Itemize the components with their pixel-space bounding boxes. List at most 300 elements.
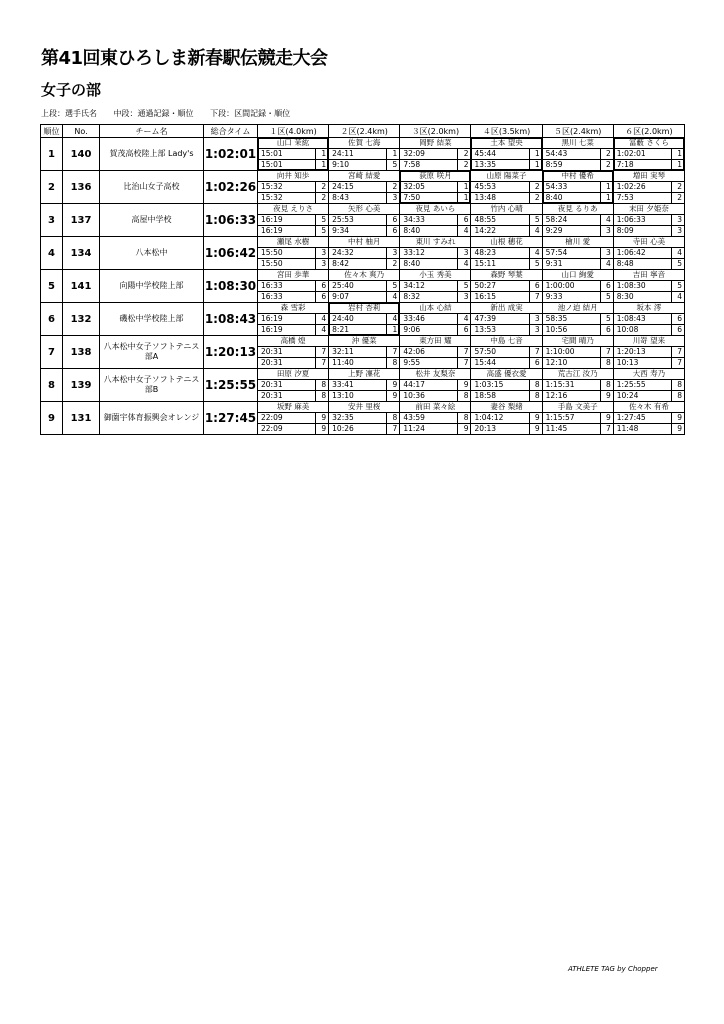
split-time: 9:10 — [332, 160, 349, 169]
passing-time: 1:04:12 — [474, 413, 504, 422]
split-rank: 8 — [386, 358, 399, 368]
header-leg: ２区(2.4km) — [329, 125, 400, 138]
passing-record — [400, 149, 470, 160]
split-rank: 2 — [386, 259, 399, 269]
passing-record — [614, 149, 684, 160]
passing-time: 1:06:42 — [616, 248, 646, 257]
split-rank: 7 — [671, 358, 684, 368]
passing-time: 57:50 — [474, 347, 497, 356]
passing-rank: 6 — [315, 281, 328, 291]
runner-name: 池ノ迫 結月 — [543, 303, 613, 314]
passing-rank: 8 — [600, 380, 613, 390]
passing-record — [400, 215, 470, 226]
header-leg: ４区(3.5km) — [471, 125, 542, 138]
rank-cell: 9 — [41, 402, 63, 435]
split-record — [400, 160, 470, 170]
runner-name: 寺田 心美 — [614, 237, 684, 248]
passing-rank: 2 — [671, 182, 684, 192]
total-time-cell: 1:27:45 — [204, 402, 258, 435]
passing-rank: 8 — [529, 380, 542, 390]
split-rank: 9 — [386, 391, 399, 401]
leg-cell — [542, 369, 613, 402]
leg-cell — [542, 303, 613, 336]
total-time-cell: 1:02:26 — [204, 171, 258, 204]
passing-rank: 6 — [457, 215, 470, 225]
runner-name: 坂野 麻美 — [258, 402, 328, 413]
runner-name: 佐賀 七海 — [329, 138, 399, 149]
passing-record — [400, 380, 470, 391]
leg-cell — [258, 270, 329, 303]
passing-rank: 7 — [315, 347, 328, 357]
total-time-cell: 1:06:33 — [204, 204, 258, 237]
split-time: 15:11 — [474, 259, 497, 268]
passing-record — [329, 347, 399, 358]
passing-time: 47:39 — [474, 314, 497, 323]
team-name-cell: 御薗宇体育振興会オレンジ — [100, 402, 204, 435]
split-record — [471, 358, 541, 368]
passing-time: 1:08:30 — [616, 281, 646, 290]
passing-time: 1:20:13 — [616, 347, 646, 356]
leg-cell — [613, 237, 684, 270]
split-rank: 4 — [529, 226, 542, 236]
leg-cell — [258, 138, 329, 171]
passing-rank: 7 — [671, 347, 684, 357]
split-rank: 3 — [457, 292, 470, 302]
passing-record — [400, 413, 470, 424]
leg-cell — [258, 336, 329, 369]
split-rank: 7 — [386, 424, 399, 434]
passing-time: 1:06:33 — [616, 215, 646, 224]
passing-time: 32:05 — [403, 182, 425, 191]
rank-cell: 3 — [41, 204, 63, 237]
split-rank: 6 — [600, 325, 613, 335]
leg-cell — [542, 171, 613, 204]
team-name-cell: 八本松中女子ソフトテニス部B — [100, 369, 204, 402]
page-title: 第41回東ひろしま新春駅伝競走大会 — [41, 48, 328, 69]
runner-name: 山口 絢愛 — [543, 270, 613, 281]
passing-time: 34:33 — [403, 215, 425, 224]
runner-name: 安井 里桜 — [329, 402, 399, 413]
leg-cell — [258, 237, 329, 270]
rank-cell: 4 — [41, 237, 63, 270]
passing-record — [543, 413, 613, 424]
runner-name: 山本 心結 — [400, 303, 470, 314]
leg-cell — [613, 204, 684, 237]
passing-record — [614, 413, 684, 424]
split-rank: 8 — [671, 391, 684, 401]
passing-rank: 9 — [315, 413, 328, 423]
passing-record — [471, 314, 541, 325]
runner-name: 中島 七音 — [471, 336, 541, 347]
passing-time: 32:09 — [403, 149, 425, 158]
bib-number-cell: 132 — [63, 303, 100, 336]
split-record — [471, 160, 541, 170]
passing-rank: 3 — [457, 248, 470, 258]
rank-cell: 6 — [41, 303, 63, 336]
split-record — [400, 193, 470, 203]
passing-rank: 7 — [386, 347, 399, 357]
passing-rank: 2 — [529, 182, 542, 192]
runner-name: 向井 知歩 — [258, 171, 328, 182]
split-time: 8:30 — [616, 292, 634, 301]
passing-record — [471, 281, 541, 292]
split-time: 8:42 — [332, 259, 349, 268]
split-time: 8:40 — [545, 193, 563, 202]
split-record — [258, 325, 328, 335]
passing-time: 45:53 — [474, 182, 497, 191]
leg-cell — [613, 138, 684, 171]
passing-record — [614, 215, 684, 226]
split-rank: 4 — [457, 226, 470, 236]
split-time: 15:01 — [261, 160, 283, 169]
split-time: 12:16 — [545, 391, 568, 400]
bib-number-cell: 140 — [63, 138, 100, 171]
split-rank: 1 — [600, 193, 613, 203]
passing-record — [614, 380, 684, 391]
runner-name: 吉田 寧音 — [614, 270, 684, 281]
passing-time: 1:25:55 — [616, 380, 646, 389]
passing-record — [329, 182, 399, 193]
split-time: 8:09 — [616, 226, 634, 235]
legend-lower: 下段：区間記録・順位 — [210, 109, 291, 118]
passing-record — [543, 248, 613, 259]
passing-rank: 7 — [529, 347, 542, 357]
table-row — [41, 369, 685, 402]
passing-time: 57:54 — [545, 248, 568, 257]
bib-number-cell: 136 — [63, 171, 100, 204]
passing-time: 34:12 — [403, 281, 425, 290]
split-record — [258, 358, 328, 368]
passing-record — [543, 380, 613, 391]
runner-name: 岡野 結菜 — [400, 138, 470, 149]
split-record — [329, 193, 399, 203]
split-rank: 8 — [457, 391, 470, 401]
passing-rank: 3 — [386, 248, 399, 258]
passing-record — [329, 149, 399, 160]
passing-time: 58:24 — [545, 215, 568, 224]
passing-rank: 7 — [600, 347, 613, 357]
split-time: 16:19 — [261, 325, 283, 334]
split-record — [471, 193, 541, 203]
split-time: 13:35 — [474, 160, 497, 169]
split-time: 7:58 — [403, 160, 421, 169]
passing-time: 22:09 — [261, 413, 283, 422]
split-rank: 4 — [457, 259, 470, 269]
passing-record — [614, 281, 684, 292]
passing-time: 24:15 — [332, 182, 354, 191]
runner-name: 沖 優菜 — [329, 336, 399, 347]
split-record — [258, 391, 328, 401]
split-record — [258, 259, 328, 269]
split-time: 10:13 — [616, 358, 639, 367]
passing-rank: 9 — [529, 413, 542, 423]
runner-name: 小玉 秀美 — [400, 270, 470, 281]
split-time: 10:56 — [545, 325, 568, 334]
split-time: 9:34 — [332, 226, 349, 235]
passing-record — [400, 347, 470, 358]
passing-rank: 5 — [529, 215, 542, 225]
split-record — [258, 226, 328, 236]
split-record — [471, 226, 541, 236]
split-record — [543, 325, 613, 335]
split-rank: 3 — [671, 226, 684, 236]
leg-cell — [400, 237, 471, 270]
passing-rank: 2 — [386, 182, 399, 192]
footer-credit: ATHLETE TAG by Chopper — [568, 965, 658, 973]
leg-cell — [400, 270, 471, 303]
passing-rank: 8 — [386, 413, 399, 423]
split-rank: 1 — [529, 160, 542, 170]
split-time: 9:29 — [545, 226, 563, 235]
passing-record — [471, 347, 541, 358]
split-rank: 9 — [529, 424, 542, 434]
leg-cell — [542, 270, 613, 303]
leg-cell — [258, 369, 329, 402]
total-time-cell: 1:20:13 — [204, 336, 258, 369]
legend — [41, 108, 304, 119]
split-time: 8:32 — [403, 292, 421, 301]
rank-cell: 5 — [41, 270, 63, 303]
total-time-cell: 1:02:01 — [204, 138, 258, 171]
leg-cell — [400, 204, 471, 237]
split-time: 20:31 — [261, 391, 283, 400]
split-time: 9:31 — [545, 259, 563, 268]
passing-record — [329, 413, 399, 424]
split-rank: 2 — [600, 160, 613, 170]
leg-cell — [542, 402, 613, 435]
passing-time: 1:00:00 — [545, 281, 575, 290]
header-total: 総合タイム — [204, 125, 258, 138]
passing-record — [258, 380, 328, 391]
split-time: 16:19 — [261, 226, 283, 235]
table-row — [41, 270, 685, 303]
runner-name: 妻谷 梨緒 — [471, 402, 541, 413]
team-name-cell: 比治山女子高校 — [100, 171, 204, 204]
split-record — [329, 292, 399, 302]
passing-time: 54:43 — [545, 149, 568, 158]
passing-rank: 7 — [457, 347, 470, 357]
split-time: 18:58 — [474, 391, 497, 400]
passing-rank: 3 — [671, 215, 684, 225]
split-record — [543, 193, 613, 203]
split-rank: 5 — [600, 292, 613, 302]
split-time: 15:32 — [261, 193, 283, 202]
team-name-cell: 高屋中学校 — [100, 204, 204, 237]
runner-name: 田原 汐夏 — [258, 369, 328, 380]
runner-name: 土本 望央 — [471, 138, 541, 149]
passing-time: 42:06 — [403, 347, 425, 356]
leg-cell — [613, 171, 684, 204]
rank-cell: 8 — [41, 369, 63, 402]
passing-time: 16:19 — [261, 314, 283, 323]
passing-time: 24:40 — [332, 314, 354, 323]
runner-name: 中村 柚月 — [329, 237, 399, 248]
split-rank: 4 — [386, 292, 399, 302]
split-time: 9:33 — [545, 292, 563, 301]
team-name-cell: 八本松中女子ソフトテニス部A — [100, 336, 204, 369]
passing-record — [329, 314, 399, 325]
leg-cell — [613, 336, 684, 369]
passing-time: 25:40 — [332, 281, 354, 290]
leg-cell — [613, 303, 684, 336]
passing-rank: 9 — [671, 413, 684, 423]
split-rank: 2 — [671, 193, 684, 203]
passing-record — [471, 413, 541, 424]
leg-cell — [613, 270, 684, 303]
leg-cell — [329, 336, 400, 369]
split-rank: 5 — [671, 259, 684, 269]
passing-record — [471, 380, 541, 391]
passing-time: 24:11 — [332, 149, 354, 158]
split-record — [471, 292, 541, 302]
split-rank: 1 — [315, 160, 328, 170]
runner-name: 森 雪彩 — [258, 303, 328, 314]
runner-name: 冨藪 さくら — [614, 138, 684, 149]
split-record — [471, 259, 541, 269]
passing-time: 1:02:01 — [616, 149, 646, 158]
passing-rank: 3 — [529, 314, 542, 324]
passing-time: 48:55 — [474, 215, 497, 224]
runner-name: 高橋 煌 — [258, 336, 328, 347]
runner-name: 森野 琴葉 — [471, 270, 541, 281]
split-record — [614, 424, 684, 434]
passing-rank: 8 — [457, 413, 470, 423]
passing-time: 15:32 — [261, 182, 283, 191]
passing-rank: 5 — [671, 281, 684, 291]
passing-record — [329, 248, 399, 259]
split-time: 9:06 — [403, 325, 421, 334]
runner-name: 佐々木 有希 — [614, 402, 684, 413]
passing-rank: 4 — [671, 248, 684, 258]
split-record — [400, 424, 470, 434]
split-rank: 9 — [671, 424, 684, 434]
split-time: 10:36 — [403, 391, 425, 400]
table-row — [41, 303, 685, 336]
passing-record — [258, 215, 328, 226]
passing-record — [258, 413, 328, 424]
leg-cell — [329, 402, 400, 435]
passing-record — [471, 149, 541, 160]
passing-rank: 6 — [386, 215, 399, 225]
split-time: 12:10 — [545, 358, 568, 367]
split-rank: 9 — [315, 424, 328, 434]
split-rank: 3 — [600, 226, 613, 236]
leg-cell — [329, 171, 400, 204]
split-time: 10:26 — [332, 424, 354, 433]
split-rank: 5 — [386, 160, 399, 170]
passing-record — [400, 248, 470, 259]
split-rank: 7 — [600, 424, 613, 434]
leg-cell — [400, 402, 471, 435]
runner-name: 宅間 晴乃 — [543, 336, 613, 347]
rank-cell: 2 — [41, 171, 63, 204]
total-time-cell: 1:08:30 — [204, 270, 258, 303]
passing-rank: 1 — [386, 149, 399, 159]
split-time: 8:40 — [403, 259, 421, 268]
passing-rank: 1 — [600, 182, 613, 192]
runner-name: 坂本 澪 — [614, 303, 684, 314]
runner-name: 川嵜 望来 — [614, 336, 684, 347]
runner-name: 宮崎 結愛 — [329, 171, 399, 182]
leg-cell — [471, 138, 542, 171]
split-record — [543, 160, 613, 170]
split-record — [543, 226, 613, 236]
passing-time: 1:15:57 — [545, 413, 575, 422]
split-record — [400, 358, 470, 368]
passing-rank: 1 — [671, 149, 684, 159]
runner-name: 新出 成実 — [471, 303, 541, 314]
team-name-cell: 向陽中学校陸上部 — [100, 270, 204, 303]
leg-cell — [471, 171, 542, 204]
split-time: 8:40 — [403, 226, 421, 235]
passing-record — [471, 215, 541, 226]
runner-name: 手島 文美子 — [543, 402, 613, 413]
split-rank: 1 — [386, 325, 399, 335]
passing-rank: 4 — [386, 314, 399, 324]
split-time: 11:40 — [332, 358, 354, 367]
runner-name: 夜見 るりあ — [543, 204, 613, 215]
team-name-cell: 磯松中学校陸上部 — [100, 303, 204, 336]
passing-rank: 6 — [600, 281, 613, 291]
leg-cell — [258, 303, 329, 336]
passing-time: 1:02:26 — [616, 182, 646, 191]
split-rank: 7 — [457, 358, 470, 368]
passing-time: 15:50 — [261, 248, 283, 257]
split-rank: 2 — [457, 160, 470, 170]
passing-rank: 3 — [600, 248, 613, 258]
passing-rank: 5 — [315, 215, 328, 225]
runner-name: 前田 菜々絵 — [400, 402, 470, 413]
passing-record — [329, 281, 399, 292]
split-time: 8:43 — [332, 193, 349, 202]
leg-cell — [329, 369, 400, 402]
split-record — [471, 325, 541, 335]
header-leg: ６区(2.0km) — [613, 125, 684, 138]
runner-name: 檜川 愛 — [543, 237, 613, 248]
split-record — [258, 424, 328, 434]
passing-record — [614, 182, 684, 193]
passing-time: 50:27 — [474, 281, 497, 290]
split-time: 11:45 — [545, 424, 568, 433]
bib-number-cell: 141 — [63, 270, 100, 303]
runner-name: 山根 穂花 — [471, 237, 541, 248]
leg-cell — [471, 270, 542, 303]
passing-rank: 6 — [529, 281, 542, 291]
runner-name: 竹内 心晴 — [471, 204, 541, 215]
passing-record — [543, 281, 613, 292]
split-record — [543, 391, 613, 401]
leg-cell — [400, 369, 471, 402]
bib-number-cell: 137 — [63, 204, 100, 237]
legend-middle: 中段：通過記録・順位 — [113, 109, 194, 118]
passing-record — [471, 248, 541, 259]
runner-name: 佐々木 爽乃 — [329, 270, 399, 281]
leg-cell — [471, 336, 542, 369]
split-time: 9:55 — [403, 358, 421, 367]
leg-cell — [471, 204, 542, 237]
leg-cell — [613, 402, 684, 435]
total-time-cell: 1:06:42 — [204, 237, 258, 270]
leg-cell — [542, 336, 613, 369]
leg-cell — [329, 237, 400, 270]
split-rank: 8 — [315, 391, 328, 401]
passing-record — [258, 314, 328, 325]
leg-cell — [329, 303, 400, 336]
runner-name: 瀬尾 水樹 — [258, 237, 328, 248]
split-time: 13:53 — [474, 325, 497, 334]
table-row — [41, 171, 685, 204]
split-record — [543, 358, 613, 368]
